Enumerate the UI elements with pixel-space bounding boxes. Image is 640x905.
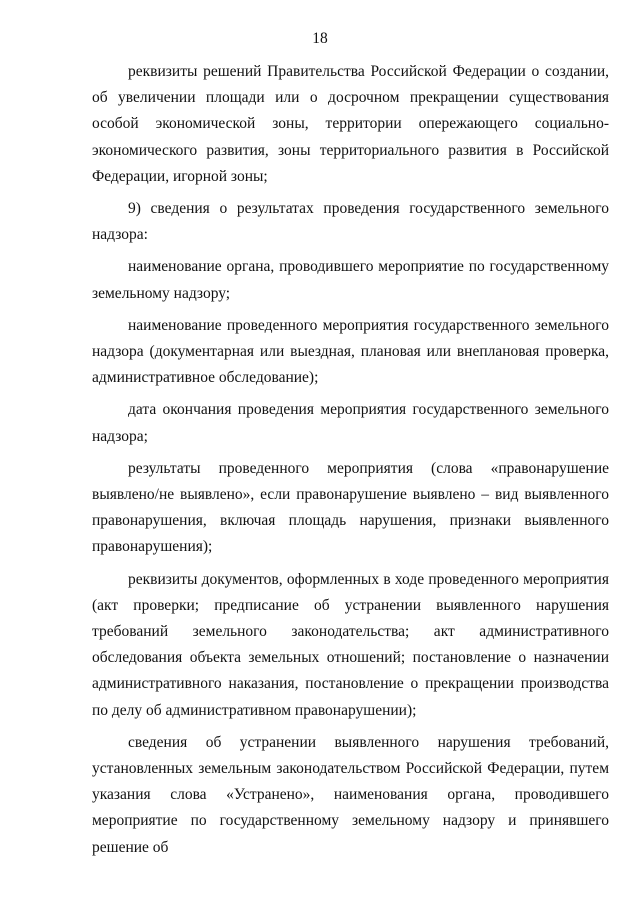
paragraph-end-date: дата окончания проведения мероприятия государственного земельного надзора; xyxy=(92,401,609,445)
paragraph-document-details: реквизиты документов, оформленных в ходе проведенного мероприятия (акт проверки; предписание об устранении выявленного нарушения требований земельного законодательства; акт административного обследования объекта земельных отношений; постановление о назначении административного наказания, постановление о прекращении производства по делу об административном правонарушении); xyxy=(92,570,609,719)
paragraph-supervising-body-name: наименование органа, проводившего мероприятие по государственному земельному надзору; xyxy=(92,258,609,302)
paragraph-measure-name: наименование проведенного мероприятия государственного земельного надзора (документарная или выездная, плановая или внеплановая проверка, административное обследование); xyxy=(92,316,609,387)
paragraph-measure-results: результаты проведенного мероприятия (слова «правонарушение выявлено/не выявлено», если правонарушение выявлено – вид выявленного правонарушения, включая площадь нарушения, признаки выявленного правонарушения); xyxy=(92,459,609,556)
paragraph-land-supervision-heading: 9) сведения о результатах проведения государственного земельного надзора: xyxy=(92,200,609,244)
document-body xyxy=(92,59,609,861)
paragraph-special-zone-decisions: реквизиты решений Правительства Российской Федерации о создании, об увеличении площади или о досрочном прекращении существования особой экономической зоны, территории опережающего социально-экономического развития, зоны территориального развития в Российской Федерации, игорной зоны; xyxy=(92,63,609,185)
page-number: 18 xyxy=(312,30,328,47)
paragraph-violation-elimination: сведения об устранении выявленного нарушения требований, установленных земельным законодательством Российской Федерации, путем указания слова «Устранено», наименования органа, проводившего мероприятие по государственному земельному надзору и принявшего решение об xyxy=(92,733,609,856)
